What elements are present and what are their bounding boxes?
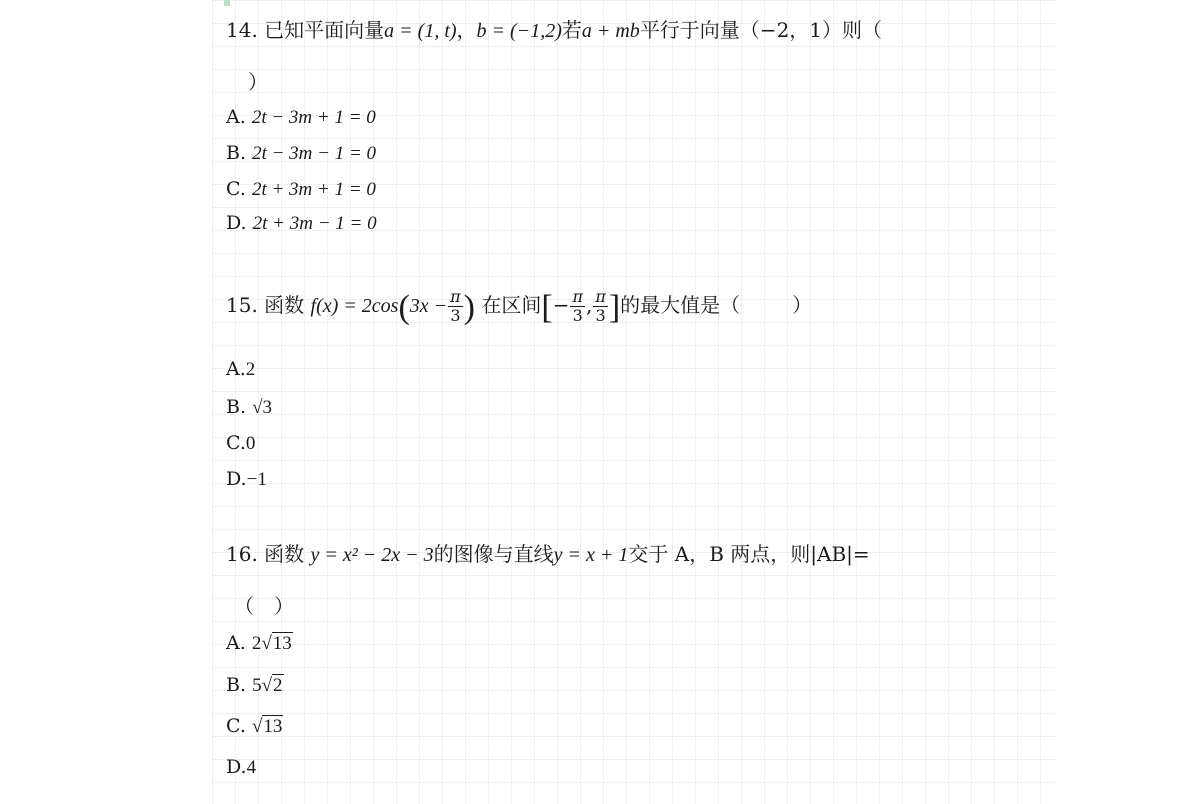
right-bracket: ] (608, 289, 621, 326)
question-16-option-d: D.4 (226, 756, 257, 778)
question-14-option-d: D. 2t + 3m − 1 = 0 (226, 212, 377, 234)
question-14-option-b: B. 2t − 3m − 1 = 0 (226, 142, 377, 164)
question-14-option-c: C. 2t + 3m + 1 = 0 (226, 178, 376, 200)
right-paren: ) (463, 289, 475, 326)
sqrt-13-c: √13 (251, 716, 283, 737)
question-14-option-a: A. 2t − 3m + 1 = 0 (226, 106, 376, 128)
left-bracket: [ (541, 289, 553, 326)
question-16-option-c: C. √13 (226, 715, 283, 737)
question-15-option-d: D.−1 (226, 468, 267, 490)
fraction-pi-over-3-pos: $\frac{\pi}{3}$ (595, 287, 606, 325)
sqrt-2: √2 (261, 675, 283, 696)
fraction-pi-over-3-neg: $\frac{\pi}{3}$ (572, 287, 583, 325)
question-14-stem-continuation: ） (248, 70, 268, 94)
question-15-option-a: A.2 (226, 358, 256, 380)
question-14-stem: 14. 已知平面向量a = (1, t)，b = (−1,2)若a + mb平行于向量（−2，1）则（ (226, 18, 883, 42)
question-15-stem: 15. 函数 f(x) = 2cos(3x − $\frac{\pi}{3}$ ) 在区间[− $\frac{\pi}{3}$ , $\frac{\pi}{3}$ ]的最大值是（ ） (226, 287, 813, 326)
question-15-option-c: C.0 (226, 432, 256, 454)
question-16-stem: 16. 函数 y = x² − 2x − 3的图像与直线y = x + 1交于 A，B 两点，则|AB|= (226, 542, 870, 566)
question-16-option-b: B. 5√2 (226, 674, 283, 696)
corner-mark (224, 0, 230, 6)
sqrt-13: √13 (261, 633, 292, 654)
question-15-option-b: B. √3 (226, 396, 272, 418)
question-16-stem-continuation: （ ） (234, 594, 294, 618)
question-16-option-a: A. 2√13 (226, 632, 292, 654)
fraction-pi-over-3: $\frac{\pi}{3}$ (450, 287, 461, 325)
left-paren: ( (398, 289, 410, 326)
